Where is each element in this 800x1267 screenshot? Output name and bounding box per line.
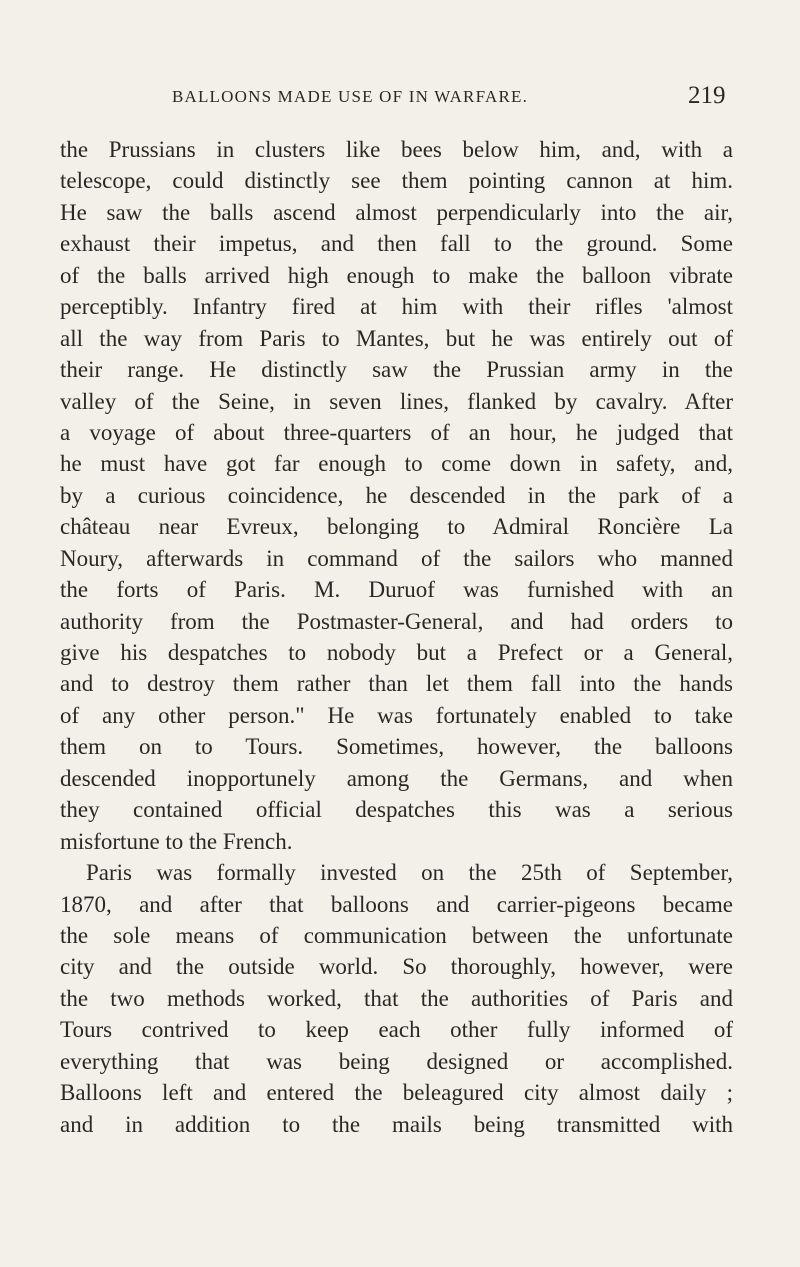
text-line: by a curious coincidence, he descended in the park of a xyxy=(60,482,733,508)
text-line: descended inopportunely among the Germans, and when xyxy=(60,765,733,791)
text-line: and in addition to the mails being transmitted with xyxy=(60,1111,733,1137)
text-line: they contained official despatches this was a serious xyxy=(60,797,733,823)
text-line: château near Evreux, belonging to Admiral Roncière La xyxy=(60,514,733,540)
paragraph-first-line: Paris was formally invested on the 25th of September, xyxy=(86,860,733,886)
running-head: BALLOONS MADE USE OF IN WARFARE. xyxy=(171,87,529,106)
text-line: of any other person." He was fortunately enabled to take xyxy=(60,702,733,728)
text-line: Balloons left and entered the beleagured city almost daily ; xyxy=(60,1080,733,1106)
text-line: 1870, and after that balloons and carrier-pigeons became xyxy=(60,891,733,917)
text-line: He saw the balls ascend almost perpendicularly into the air, xyxy=(60,199,733,225)
text-line: authority from the Postmaster-General, and had orders to xyxy=(60,608,733,634)
text-line: valley of the Seine, in seven lines, flanked by cavalry. After xyxy=(60,388,733,414)
text-line: he must have got far enough to come down in safety, and, xyxy=(60,451,733,477)
paragraph-last-line: misfortune to the French. xyxy=(60,828,293,854)
body-text xyxy=(60,134,733,1140)
text-line: the Prussians in clusters like bees below him, and, with a xyxy=(60,137,733,162)
text-line: and to destroy them rather than let them fall into the hands xyxy=(60,671,733,697)
text-line: Tours contrived to keep each other fully informed of xyxy=(60,1017,733,1043)
text-line: the sole means of communication between the unfortunate xyxy=(60,922,733,948)
text-line: everything that was being designed or accomplished. xyxy=(60,1048,733,1074)
text-line: their range. He distinctly saw the Prussian army in the xyxy=(60,357,733,383)
page-number: 219 xyxy=(688,82,726,109)
text-line: Noury, afterwards in command of the sailors who manned xyxy=(60,545,733,571)
text-line: of the balls arrived high enough to make the balloon vibrate xyxy=(60,262,733,288)
text-line: them on to Tours. Sometimes, however, the balloons xyxy=(60,734,733,760)
text-line: the forts of Paris. M. Duruof was furnished with an xyxy=(60,577,733,603)
text-line: all the way from Paris to Mantes, but he was entirely out of xyxy=(60,325,733,351)
text-line: a voyage of about three-quarters of an hour, he judged that xyxy=(60,419,733,445)
text-line: exhaust their impetus, and then fall to the ground. Some xyxy=(60,231,733,257)
text-line: the two methods worked, that the authorities of Paris and xyxy=(60,985,733,1011)
text-line: give his despatches to nobody but a Prefect or a General, xyxy=(60,640,733,665)
text-line: telescope, could distinctly see them pointing cannon at him. xyxy=(60,168,733,194)
text-line: city and the outside world. So thoroughly, however, were xyxy=(60,954,733,980)
text-line: perceptibly. Infantry fired at him with their rifles 'almost xyxy=(60,294,733,320)
